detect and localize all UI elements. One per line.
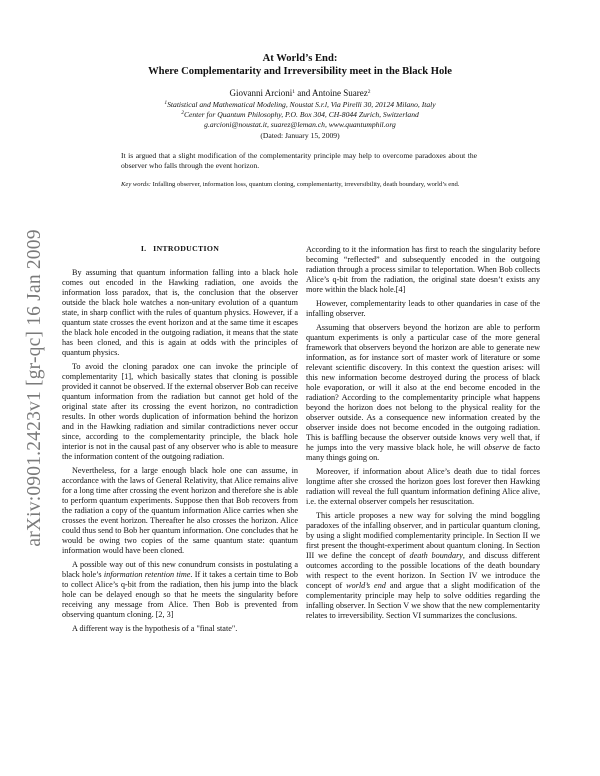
- author-2: Antoine Suarez: [312, 88, 368, 98]
- paragraph: [306, 323, 540, 463]
- paragraph: To avoid the cloning paradox one can invoke the principle of complementarity [1], which basically states that cloning is possible provided it cannot be observed. If the external observer Bob can receive quantum information from the radiation but cannot get hold of the original state after its crossing the event horizon, no contradiction results. In other words duplication of information behind the horizon and in the Hawking radiation and similar contradictions never occur since, according to the complementarity principle, the black hole interior is not in the causal past of any observer who is able to measure the information content of the outgoing radiation.: [62, 362, 298, 461]
- section-number: I.: [140, 244, 147, 253]
- text-run: de facto many things going on.: [306, 443, 541, 462]
- keywords-text: Infalling observer, information loss, quantum cloning, complementarity, irreversibility, death boundary, world’s end.: [150, 181, 460, 188]
- right-column: [306, 245, 540, 625]
- text-run: Assuming that observers beyond the horizon are able to perform quantum experiments is only a particular case of the more general framework that observers beyond the horizon are able to generate new information, as for instance sort of master work of literature or some relevant scientific discovery. In this context the question arises: will this new information become destroyed during the process of black hole evaporation, or will it also at the end become encoded in the radiation? According to the complementarity principle what happens beyond the horizon does not belong to the physical reality for the observer outside. As a consequence new information created by the observer inside does not become encoded in the outgoing radiation. This is baffling because the observer outside knows very well that, if he jumps into the very massive black hole, he will: [306, 323, 540, 452]
- paragraph: However, complementarity leads to other quandaries in case of the infalling observer.: [306, 299, 540, 318]
- affiliation-2-text: Center for Quantum Philosophy, P.O. Box 304, CH-8044 Zurich, Switzerland: [183, 110, 419, 119]
- paragraph: [62, 560, 298, 620]
- paragraph: [306, 511, 540, 621]
- left-column: [62, 268, 298, 638]
- text-run: A possible way out of this new conundrum consists in postulating a black hole’s: [62, 560, 298, 579]
- author-conjunction: and: [295, 88, 312, 98]
- keywords-label: Key words:: [121, 181, 151, 188]
- affiliation-1-mark: 1: [164, 100, 168, 106]
- keywords: [121, 180, 477, 189]
- paragraph: By assuming that quantum information falling into a black hole comes out encoded in the Hawking radiation, one avoids the information loss paradox, that is, the conclusion that the observer outside the black hole watches a non-unitary evolution of a quantum state, in sharp conflict with the rules of quantum physics. However, if a quantum state crosses the event horizon and at the same time it escapes the black hole encoded in the outgoing radiation, it means that the state has been cloned, and this is again at odds with the principles of quantum physics.: [62, 268, 298, 357]
- abstract: It is argued that a slight modification of the complementarity principle may help to overcome paradoxes about the observer who falls through the event horizon.: [121, 151, 477, 170]
- section-heading-introduction: [62, 244, 298, 253]
- author-1-affiliation-mark: 1: [292, 89, 295, 95]
- paper-title-line-1: At World’s End:: [262, 53, 338, 64]
- emphasis: information retention time: [103, 570, 191, 579]
- paper-title-line-2: Where Complementarity and Irreversibility meet in the Black Hole: [148, 66, 452, 77]
- arxiv-id-text: arXiv:0901.2423v1 [gr-qc] 16 Jan 2009: [24, 229, 45, 547]
- author-2-affiliation-mark: 2: [367, 89, 371, 95]
- paragraph: Nevertheless, for a large enough black hole one can assume, in accordance with the laws of General Relativity, that Alice remains alive for a long time after crossing the event horizon and therefore she is able to perform quantum experiments. Suppose then that Bob recovers from the radiation a copy of the quantum information Alice carries when she crosses the event horizon. Thereafter he also crosses the horizon. Alice could thus send to Bob her quantum information. One concludes that he would be owing two copies of the same quantum state: quantum information would have been cloned.: [62, 466, 298, 555]
- affiliation-2-mark: 2: [181, 110, 184, 116]
- arxiv-identifier-stamp: [24, 229, 46, 547]
- text-run: . If it takes a certain time to Bob to collect Alice’s q-bit from the radiation, then his jump into the black hole can be delayed enough so that he meets the singularity before receiving any message from Alice. Then Bob is prevented from observing quantum cloning. [2, 3]: [62, 570, 298, 619]
- affiliation-1: [60, 100, 540, 110]
- emphasis: world’s end: [346, 581, 386, 590]
- paragraph: A different way is the hypothesis of a "final state".: [72, 624, 238, 633]
- author-1: Giovanni Arcioni: [229, 88, 293, 98]
- author-list: [60, 88, 540, 99]
- paragraph-continuation: According to it the information has first to reach the singularity before becoming “reflected” and subsequently encoded in the outgoing radiation through a process similar to teleportation. When Bob collects Alice’s q-bit from the radiation, the original state doesn’t exists any more within the black hole.[4]: [306, 245, 540, 294]
- affiliation-2: [60, 110, 540, 120]
- emphasis: death boundary: [409, 551, 463, 560]
- author-emails: g.arcioni@noustat.it, suarez@leman.ch, www.quantumphil.org: [204, 120, 396, 129]
- text-run: , and discuss different outcomes according to the possible locations of the death boundary with respect to the event horizon. In Section IV we introduce the concept of: [306, 551, 540, 590]
- section-title: INTRODUCTION: [153, 244, 220, 253]
- affiliation-1-text: Statistical and Mathematical Modeling, Noustat S.r.l, Via Pirelli 30, 20124 Milano, Italy: [167, 100, 436, 109]
- paragraph: Moreover, if information about Alice’s death due to tidal forces longtime after she crossed the horizon goes lost forever then Hawking radiation will reveal the full quantum information defining Alice alive, i.e. the external observer compels her resuscitation.: [306, 467, 540, 506]
- date-line: (Dated: January 15, 2009): [260, 131, 340, 140]
- text-run: and argue that a slight modification of the complementarity principle may help to solve oddities regarding the infalling observer. In Section V we show that the new complementarity relates to irreversibility. Section VI summarizes the conclusions.: [306, 581, 541, 620]
- text-run: This article proposes a new way for solving the mind boggling paradoxes of the infalling observer, and in particular quantum cloning, by using a slight modified complementarity principle. In Section II we first present the thought-experiment about quantum cloning. In Section III we define the concept of: [306, 511, 540, 560]
- emphasis: observe: [484, 443, 510, 452]
